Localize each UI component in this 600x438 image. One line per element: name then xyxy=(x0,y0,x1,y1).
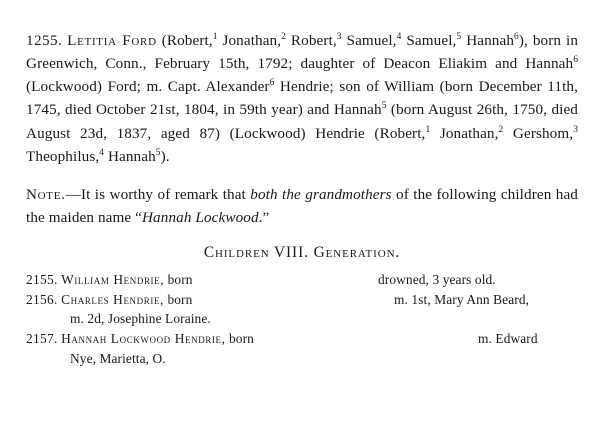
child-number: 2156. xyxy=(26,291,58,307)
lineage-name-4: Samuel, xyxy=(406,32,457,50)
section-heading: Children VIII. Generation. xyxy=(203,244,401,262)
child-detail: born xyxy=(229,331,254,346)
entry-text-9: ). xyxy=(160,147,170,165)
child-right-column: m. 1st, Mary Ann Beard, xyxy=(394,291,530,307)
entry-text-5: Jonathan, xyxy=(439,124,499,142)
child-number: 2155. xyxy=(26,272,58,288)
list-item xyxy=(26,270,578,290)
note-text-before: It is worthy of remark that xyxy=(80,185,251,203)
child-continuation: Nye, Marietta, O. xyxy=(70,350,166,366)
lineage-name-1: Jonathan, xyxy=(222,32,282,50)
lineage-name-2: Robert, xyxy=(290,32,337,50)
lineage-sup-2: 3 xyxy=(336,32,342,43)
lineage-sup-3: 4 xyxy=(396,32,402,43)
lineage-sup-5: 6 xyxy=(514,32,519,43)
entry-text-8: Hannah xyxy=(107,147,156,165)
child-name: William Hendrie, xyxy=(61,272,165,288)
lineage-name-5: Hannah xyxy=(466,32,515,50)
note-text-after: .” xyxy=(258,209,270,227)
entry-sup-6: 3 xyxy=(573,124,578,135)
entry-sup-2: 6 xyxy=(269,78,275,89)
children-list xyxy=(26,270,578,368)
entry-sup-4: 1 xyxy=(425,124,431,135)
entry-sup-8: 5 xyxy=(155,147,161,158)
entry-sup-1: 6 xyxy=(573,55,578,66)
lineage-open-paren: (Robert, xyxy=(161,32,213,50)
note-text-middle: of the following children had the maiden name “ xyxy=(26,185,578,227)
lineage-name-3: Samuel, xyxy=(346,32,397,50)
lineage-sup-0: 1 xyxy=(212,32,218,43)
lineage-sup-1: 2 xyxy=(281,32,286,43)
child-number: 2157. xyxy=(26,331,58,346)
child-right-column: drowned, 3 years old. xyxy=(378,272,496,288)
entry-text-2: (Lockwood) Ford; m. Capt. Alexander xyxy=(26,78,270,96)
note-italic-2: Hannah Lockwood xyxy=(141,209,259,227)
entry-sup-3: 5 xyxy=(381,101,387,112)
entry-sup-5: 2 xyxy=(498,124,504,135)
genealogy-entry xyxy=(26,29,578,168)
list-item xyxy=(26,290,578,310)
note-paragraph xyxy=(26,183,578,229)
entry-text-6: Gershom, xyxy=(512,124,574,142)
entry-text-3: Hendrie; son of William (born December 11th, 1745, died October 21st, 1804, in 59th year) and Hannah xyxy=(26,78,578,119)
entry-text-7: Theophilus, xyxy=(26,147,100,165)
entry-text-1: ), born in Greenwich, Conn., February 15th, 1792; daughter of Deacon Eliakim and Hannah xyxy=(26,32,579,73)
child-detail: born xyxy=(167,291,193,307)
note-label: Note. xyxy=(26,185,66,203)
entry-person-name: Letitia Ford xyxy=(67,32,157,50)
entry-text-4: (born August 26th, 1750, died August 23d, 1837, aged 87) (Lockwood) Hendrie (Robert, xyxy=(26,101,578,142)
child-name: Charles Hendrie, xyxy=(61,291,164,307)
list-item xyxy=(26,329,578,349)
child-right-column: m. Edward xyxy=(478,331,538,346)
child-detail: born xyxy=(167,272,193,288)
note-italic-1: both the grandmothers xyxy=(250,185,392,203)
entry-number: 1255. xyxy=(26,32,63,50)
entry-sup-7: 4 xyxy=(99,147,105,158)
note-dash: — xyxy=(65,185,81,203)
child-name: Hannah Lockwood Hendrie, xyxy=(61,331,226,346)
child-continuation: m. 2d, Josephine Loraine. xyxy=(70,311,211,327)
lineage-sup-4: 5 xyxy=(456,32,462,43)
